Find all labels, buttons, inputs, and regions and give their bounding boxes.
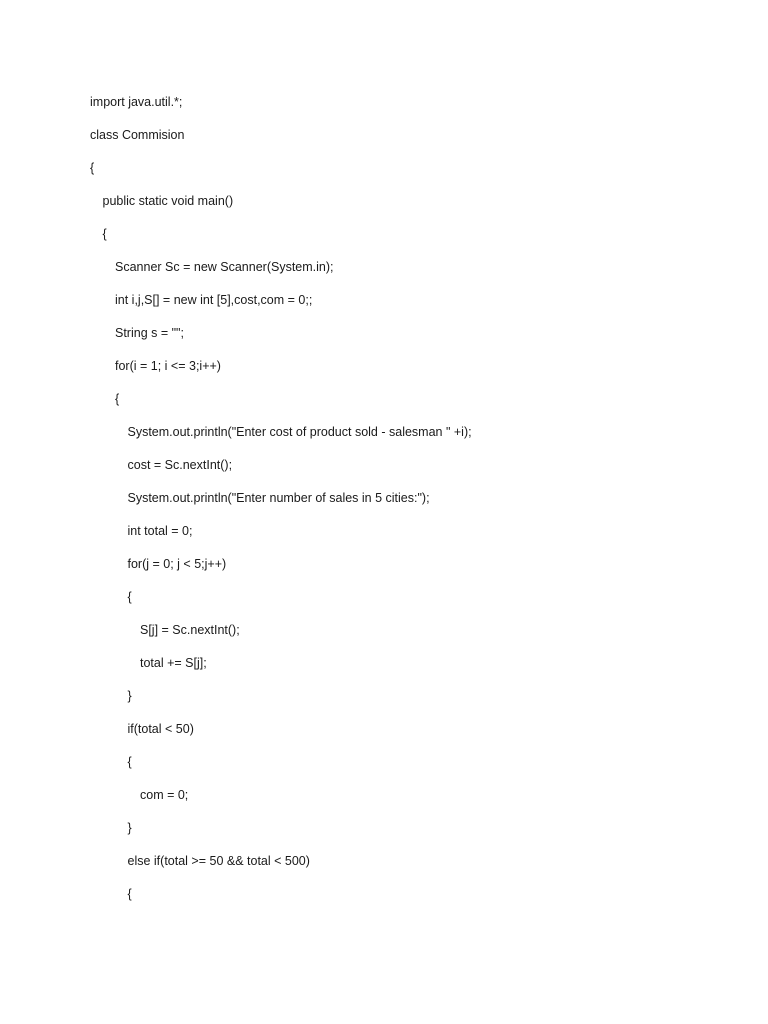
code-line-outer-for: for(i = 1; i <= 3;i++) xyxy=(115,359,221,373)
code-line-if-close-brace: } xyxy=(127,821,132,835)
code-line-inner-for: for(j = 0; j < 5;j++) xyxy=(127,557,227,571)
code-line-inner-for-close-brace: } xyxy=(127,689,132,703)
code-line-int-declarations: int i,j,S[] = new int [5],cost,com = 0;; xyxy=(115,293,313,307)
code-line-class-declaration: class Commision xyxy=(90,128,185,142)
code-line-string-declaration: String s = ""; xyxy=(115,326,184,340)
code-line-class-open-brace: { xyxy=(90,161,95,175)
code-line-main-open-brace: { xyxy=(102,227,107,241)
code-line-if-open-brace: { xyxy=(127,755,132,769)
code-line-read-cost: cost = Sc.nextInt(); xyxy=(127,458,233,472)
code-line-print-cost: System.out.println("Enter cost of product sold - salesman " +i); xyxy=(127,425,472,439)
code-line-outer-for-open-brace: { xyxy=(115,392,120,406)
code-line-main-method: public static void main() xyxy=(102,194,234,208)
code-line-print-sales: System.out.println("Enter number of sales in 5 cities:"); xyxy=(127,491,430,505)
code-line-import: import java.util.*; xyxy=(90,95,183,109)
code-line-total-init: int total = 0; xyxy=(127,524,193,538)
code-line-else-if-open-brace: { xyxy=(127,887,132,901)
code-line-inner-for-open-brace: { xyxy=(127,590,132,604)
java-code-block xyxy=(90,92,730,917)
code-line-if-total: if(total < 50) xyxy=(127,722,194,736)
code-line-com-zero: com = 0; xyxy=(140,788,189,802)
code-line-accumulate-total: total += S[j]; xyxy=(140,656,207,670)
code-line-scanner: Scanner Sc = new Scanner(System.in); xyxy=(115,260,334,274)
code-line-else-if-total: else if(total >= 50 && total < 500) xyxy=(127,854,310,868)
code-line-read-sale: S[j] = Sc.nextInt(); xyxy=(140,623,240,637)
